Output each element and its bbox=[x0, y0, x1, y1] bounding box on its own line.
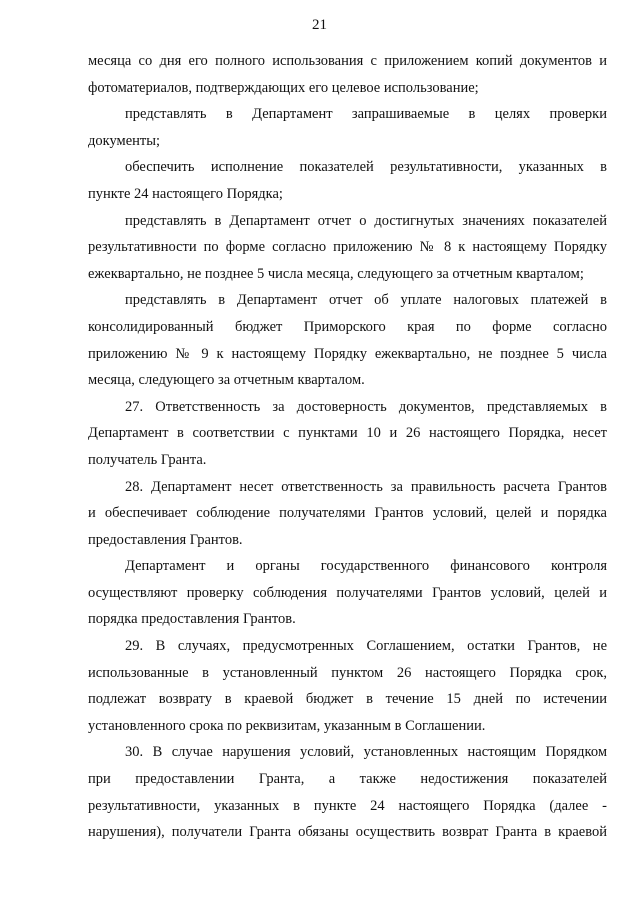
paragraph bbox=[88, 154, 607, 207]
text-line: представлять в Департамент отчет об уплате налоговых платежей в bbox=[125, 292, 607, 309]
text-line: результативности по форме согласно приложению № 8 к настоящему Порядку bbox=[88, 239, 607, 256]
paragraph bbox=[88, 553, 607, 633]
text-line: и обеспечивает соблюдение получателями Грантов условий, целей и порядка bbox=[88, 505, 607, 522]
text-line: представлять в Департамент отчет о достигнутых значениях показателей bbox=[125, 212, 607, 229]
text-line: 29. В случаях, предусмотренных Соглашением, остатки Грантов, не bbox=[125, 638, 607, 655]
document-body bbox=[88, 48, 607, 846]
paragraph bbox=[88, 633, 607, 739]
text-line: документы; bbox=[88, 132, 161, 149]
text-line: предоставления Грантов. bbox=[88, 531, 243, 548]
text-line: получатель Гранта. bbox=[88, 451, 207, 468]
paragraph bbox=[88, 474, 607, 554]
text-line: обеспечить исполнение показателей результативности, указанных в bbox=[125, 159, 607, 176]
text-line: подлежат возврату в краевой бюджет в течение 15 дней по истечении bbox=[88, 691, 607, 708]
text-line: использованные в установленный пунктом 26 настоящего Порядка срок, bbox=[88, 664, 607, 681]
paragraph bbox=[88, 208, 607, 288]
text-line: 27. Ответственность за достоверность документов, представляемых в bbox=[125, 398, 607, 415]
paragraph bbox=[88, 48, 607, 101]
text-line: Департамент в соответствии с пунктами 10 и 26 настоящего Порядка, несет bbox=[88, 425, 607, 442]
text-line: месяца, следующего за отчетным кварталом. bbox=[88, 372, 365, 389]
paragraph bbox=[88, 287, 607, 393]
text-line: консолидированный бюджет Приморского края по форме согласно bbox=[88, 318, 607, 335]
text-line: Департамент и органы государственного финансового контроля bbox=[125, 558, 607, 575]
text-line: результативности, указанных в пункте 24 настоящего Порядка (далее - bbox=[88, 797, 607, 814]
paragraph bbox=[88, 739, 607, 845]
text-line: фотоматериалов, подтверждающих его целевое использование; bbox=[88, 79, 479, 96]
text-line: установленного срока по реквизитам, указанным в Соглашении. bbox=[88, 717, 486, 734]
paragraph bbox=[88, 394, 607, 474]
text-line: ежеквартально, не позднее 5 числа месяца, следующего за отчетным кварталом; bbox=[88, 265, 584, 282]
text-line: при предоставлении Гранта, а также недостижения показателей bbox=[88, 771, 607, 788]
text-line: месяца со дня его полного использования с приложением копий документов и bbox=[88, 53, 607, 69]
page-number: 21 bbox=[312, 17, 327, 33]
text-line: представлять в Департамент запрашиваемые в целях проверки bbox=[125, 106, 607, 123]
text-line: порядка предоставления Грантов. bbox=[88, 611, 296, 628]
text-line: осуществляют проверку соблюдения получателями Грантов условий, целей и bbox=[88, 584, 607, 601]
text-line: пункте 24 настоящего Порядка; bbox=[88, 185, 283, 202]
text-line: 30. В случае нарушения условий, установленных настоящим Порядком bbox=[125, 744, 607, 761]
paragraph bbox=[88, 101, 607, 154]
text-line: нарушения), получатели Гранта обязаны осуществить возврат Гранта в краевой bbox=[88, 824, 607, 841]
text-line: 28. Департамент несет ответственность за правильность расчета Грантов bbox=[125, 478, 607, 495]
text-line: приложению № 9 к настоящему Порядку ежеквартально, не позднее 5 числа bbox=[88, 345, 607, 362]
